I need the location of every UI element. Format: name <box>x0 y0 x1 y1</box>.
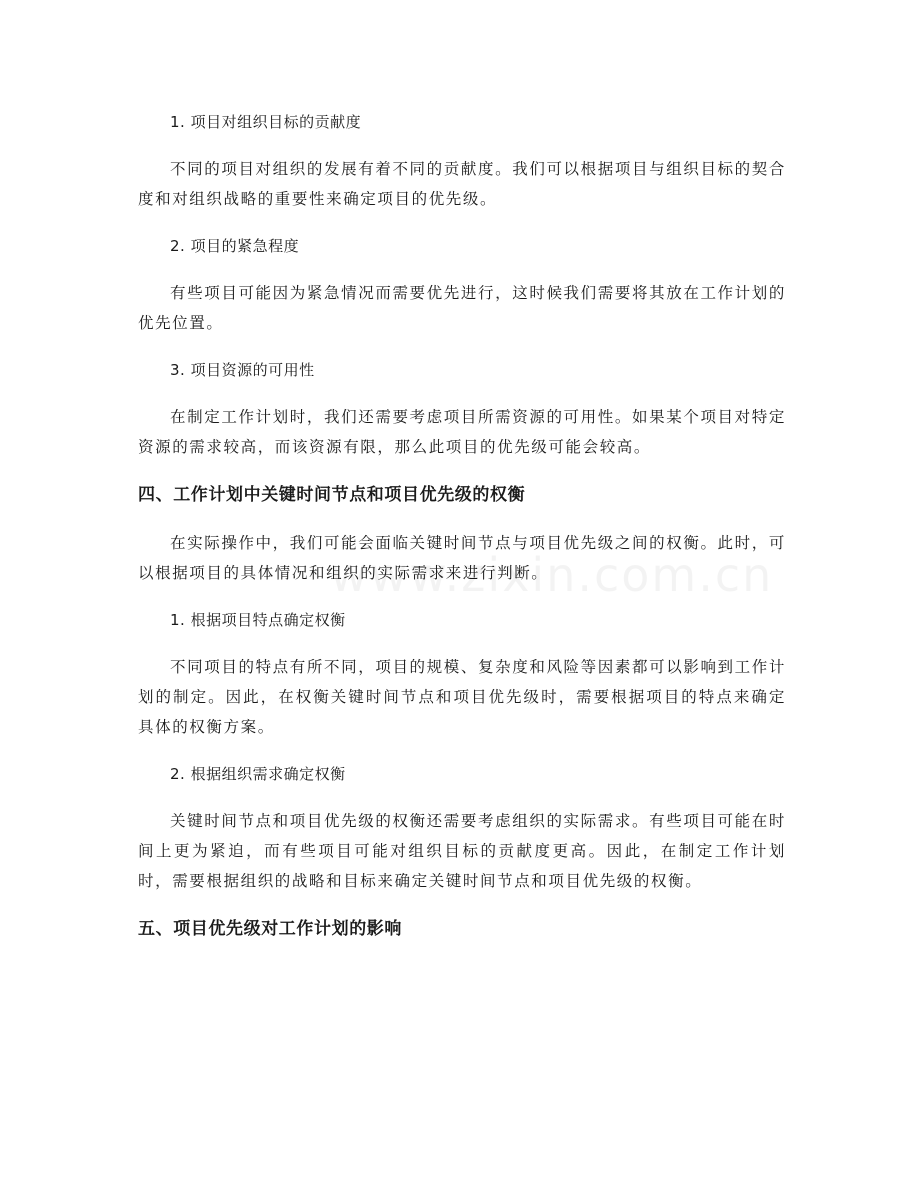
paragraph-tradeoff-intro: 在实际操作中，我们可能会面临关键时间节点与项目优先级之间的权衡。此时，可以根据项目的具体情况和组织的实际需求来进行判断。 <box>138 534 786 582</box>
paragraph-contribution: 不同的项目对组织的发展有着不同的贡献度。我们可以根据项目与组织目标的契合度和对组织战略的重要性来确定项目的优先级。 <box>138 160 786 208</box>
paragraph-org-needs: 关键时间节点和项目优先级的权衡还需要考虑组织的实际需求。有些项目可能在时间上更为紧迫，而有些项目可能对组织目标的贡献度更高。因此，在制定工作计划时，需要根据组织的战略和目标来确定关键时间节点和项目优先级的权衡。 <box>138 812 786 890</box>
section-heading-five: 五、项目优先级对工作计划的影响 <box>138 919 402 939</box>
section-heading-four: 四、工作计划中关键时间节点和项目优先级的权衡 <box>138 485 526 505</box>
subheading-urgency: 2. 项目的紧急程度 <box>170 237 300 255</box>
paragraph-urgency: 有些项目可能因为紧急情况而需要优先进行，这时候我们需要将其放在工作计划的优先位置。 <box>138 284 786 332</box>
subheading-project-traits: 1. 根据项目特点确定权衡 <box>170 611 346 629</box>
paragraph-resources: 在制定工作计划时，我们还需要考虑项目所需资源的可用性。如果某个项目对特定资源的需求较高，而该资源有限，那么此项目的优先级可能会较高。 <box>138 408 786 456</box>
subheading-contribution: 1. 项目对组织目标的贡献度 <box>170 113 362 131</box>
subheading-org-needs: 2. 根据组织需求确定权衡 <box>170 765 346 783</box>
paragraph-project-traits: 不同项目的特点有所不同，项目的规模、复杂度和风险等因素都可以影响到工作计划的制定。因此，在权衡关键时间节点和项目优先级时，需要根据项目的特点来确定具体的权衡方案。 <box>138 658 786 736</box>
document-content <box>138 108 786 962</box>
subheading-resources: 3. 项目资源的可用性 <box>170 361 315 379</box>
